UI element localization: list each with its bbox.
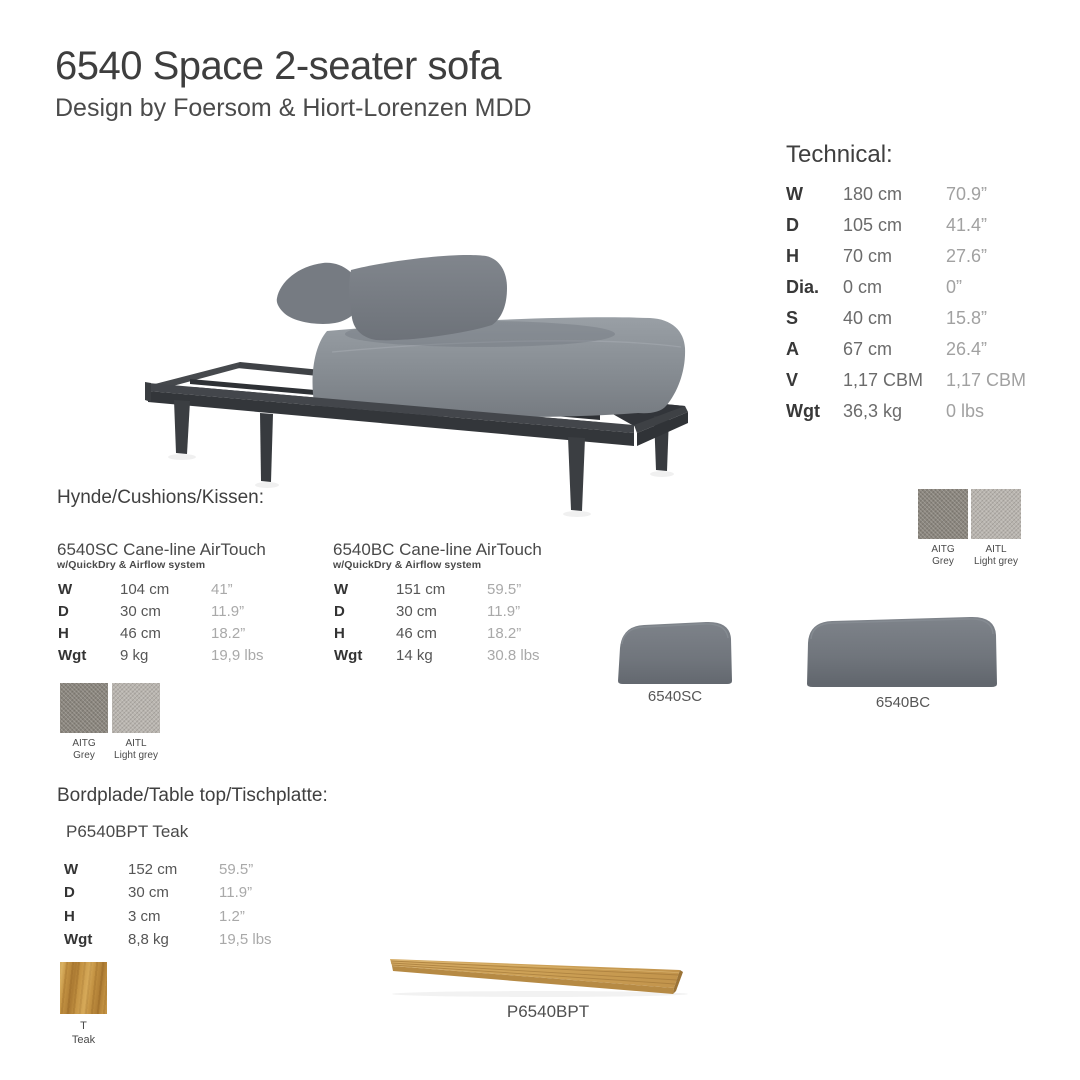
cushion-bc-image — [800, 611, 1005, 691]
spec-imperial-value: 18.2” — [487, 625, 522, 642]
swatch-aitl-color — [971, 489, 1021, 539]
spec-label: Wgt — [334, 647, 363, 664]
spec-metric-value: 36,3 kg — [843, 401, 903, 421]
swatch-label: AITG Grey — [931, 544, 955, 567]
spec-metric-value: 0 cm — [843, 277, 883, 297]
swatch-teak-color — [60, 962, 107, 1014]
swatch-teak — [60, 962, 107, 1047]
cushion-bc-image-label: 6540BC — [875, 694, 931, 711]
cushion-bc-table — [334, 581, 540, 669]
spec-imperial-value: 11.9” — [211, 603, 245, 620]
cushion-bc-subtitle: w/QuickDry & Airflow system — [333, 559, 482, 571]
spec-label: H — [334, 625, 345, 642]
spec-imperial-value: 11.9” — [487, 603, 521, 620]
spec-imperial-value: 41.4” — [946, 215, 988, 235]
spec-label: Wgt — [786, 401, 820, 421]
spec-imperial-value: 59.5” — [487, 581, 522, 598]
spec-metric-value: 3 cm — [128, 907, 161, 925]
swatch-aitg — [60, 683, 108, 762]
spec-metric-value: 30 cm — [120, 603, 161, 620]
spec-imperial-value: 26.4” — [946, 339, 988, 359]
swatch-label: AITL Light grey — [114, 738, 158, 761]
spec-imperial-value: 1.2” — [219, 907, 245, 925]
spec-imperial-value: 27.6” — [946, 246, 988, 266]
leg-shadow — [168, 454, 196, 460]
spec-metric-value: 70 cm — [843, 246, 893, 266]
leg-shadow — [563, 511, 591, 517]
technical-table — [786, 184, 1026, 432]
spec-metric-value: 9 kg — [120, 647, 149, 664]
leg-shadow — [650, 471, 674, 477]
tabletop-table — [64, 861, 272, 955]
swatch-aitg-color — [60, 683, 108, 733]
cushion-sc-image-label: 6540SC — [647, 688, 703, 705]
cushion-sc-image — [610, 614, 740, 688]
spec-metric-value: 8,8 kg — [128, 931, 169, 949]
technical-heading: Technical: — [786, 141, 893, 168]
spec-label: V — [786, 370, 799, 390]
spec-imperial-value: 15.8” — [946, 308, 988, 328]
spec-label: D — [58, 603, 69, 620]
swatch-label: T Teak — [71, 1020, 96, 1046]
spec-imperial-value: 0” — [946, 277, 963, 297]
spec-label: D — [64, 884, 75, 902]
spec-metric-value: 46 cm — [120, 625, 161, 642]
swatch-label: AITL Light grey — [974, 544, 1018, 567]
spec-metric-value: 30 cm — [396, 603, 437, 620]
page-title: 6540 Space 2-seater sofa — [55, 44, 502, 88]
spec-label: H — [64, 907, 75, 925]
spec-metric-value: 40 cm — [843, 308, 893, 328]
spec-metric-value: 180 cm — [843, 184, 903, 204]
swatch-aitl — [112, 683, 160, 762]
spec-metric-value: 14 kg — [396, 647, 433, 664]
tabletop-heading: Bordplade/Table top/Tischplatte: — [57, 785, 328, 806]
spec-imperial-value: 30.8 lbs — [487, 647, 540, 664]
spec-metric-value: 104 cm — [120, 581, 170, 598]
sofa-leg — [174, 400, 190, 454]
spec-label: W — [58, 581, 73, 598]
cushion-sc-table — [58, 581, 264, 669]
spec-label: W — [334, 581, 349, 598]
tabletop-title: P6540BPT Teak — [66, 822, 189, 841]
sofa-leg — [568, 437, 585, 511]
spec-imperial-value: 1,17 CBM — [946, 370, 1027, 390]
cushion-bc-title: 6540BC Cane-line AirTouch — [333, 540, 542, 559]
sofa-left-end-cap — [145, 382, 151, 402]
spec-metric-value: 151 cm — [396, 581, 446, 598]
fabric-swatch-pair-top — [918, 489, 1021, 568]
spec-imperial-value: 70.9” — [946, 184, 988, 204]
spec-imperial-value: 59.5” — [219, 861, 254, 878]
spec-metric-value: 1,17 CBM — [843, 370, 924, 390]
cushion-sc-subtitle: w/QuickDry & Airflow system — [57, 559, 206, 571]
cushions-heading: Hynde/Cushions/Kissen: — [57, 487, 264, 508]
spec-imperial-value: 11.9” — [219, 884, 253, 902]
fabric-swatch-pair-left — [60, 683, 160, 762]
tabletop-image-label: P6540BPT — [506, 1002, 590, 1021]
spec-label: A — [786, 339, 799, 359]
spec-imperial-value: 19,5 lbs — [219, 931, 272, 949]
spec-metric-value: 30 cm — [128, 884, 169, 902]
spec-label: D — [334, 603, 345, 620]
spec-imperial-value: 41” — [211, 581, 233, 598]
swatch-aitl-color — [112, 683, 160, 733]
spec-imperial-value: 19,9 lbs — [211, 647, 264, 664]
swatch-aitl — [971, 489, 1021, 568]
cushion-sc-title: 6540SC Cane-line AirTouch — [57, 540, 266, 559]
spec-label: Wgt — [64, 931, 93, 949]
spec-imperial-value: 18.2” — [211, 625, 246, 642]
spec-imperial-value: 0 lbs — [946, 401, 985, 421]
spec-metric-value: 105 cm — [843, 215, 903, 235]
spec-label: W — [64, 861, 79, 878]
spec-label: W — [786, 184, 803, 204]
spec-label: H — [58, 625, 69, 642]
spec-label: S — [786, 308, 799, 328]
spec-label: D — [786, 215, 799, 235]
swatch-aitg-color — [918, 489, 968, 539]
spec-metric-value: 46 cm — [396, 625, 437, 642]
sofa-back-pillow-left — [277, 263, 361, 324]
page-subtitle: Design by Foersom & Hiort-Lorenzen MDD — [55, 94, 532, 122]
spec-label: H — [786, 246, 799, 266]
plank-shadow — [392, 991, 688, 997]
swatch-label: AITG Grey — [72, 738, 96, 761]
spec-metric-value: 152 cm — [128, 861, 178, 878]
sofa-leg — [260, 413, 273, 482]
spec-label: Wgt — [58, 647, 87, 664]
tabletop-image — [380, 938, 720, 1000]
swatch-aitg — [918, 489, 968, 568]
spec-label: Dia. — [786, 277, 820, 297]
sofa-product-image — [130, 230, 710, 520]
spec-metric-value: 67 cm — [843, 339, 893, 359]
